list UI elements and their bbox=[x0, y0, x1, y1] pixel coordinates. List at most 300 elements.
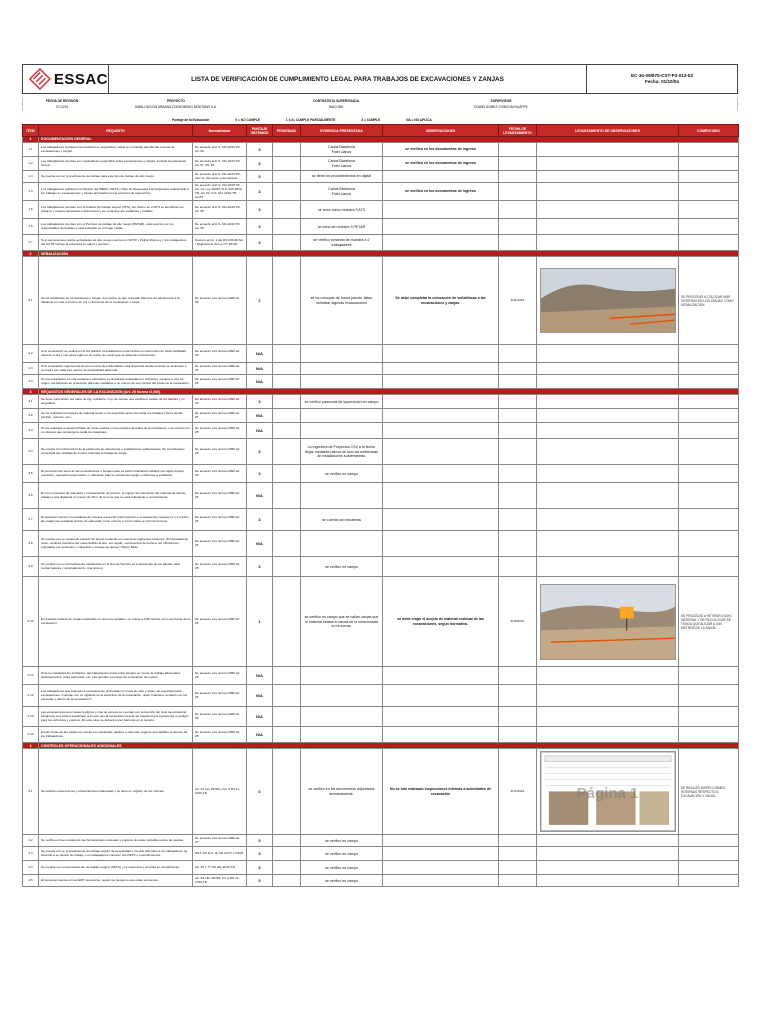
row-score: N/A bbox=[247, 667, 273, 685]
col-requisito: REQUISITO bbox=[39, 125, 193, 137]
row-evidencia bbox=[301, 375, 383, 389]
table-row bbox=[23, 875, 739, 887]
row-comentario bbox=[679, 423, 739, 439]
row-item: 4.1 bbox=[23, 749, 39, 835]
proyecto-label: PROYECTO bbox=[167, 99, 185, 103]
row-fecha-levantamiento bbox=[499, 727, 537, 743]
row-evidencia bbox=[301, 409, 383, 423]
contratista-label: CONTRATISTA SUPERVISADA bbox=[312, 99, 360, 103]
table-row bbox=[23, 235, 739, 251]
row-requisito: Si tiene instalados los entibados, apuntalamientos para evitar riesgos en zonas de trabajo adicionales deslizamientos, otras partículas, etc. Las paredes a lo largo de excavación de suelos. bbox=[39, 667, 193, 685]
row-prioridad bbox=[273, 465, 301, 483]
row-score: 3 bbox=[247, 171, 273, 183]
row-item: 1.6 bbox=[23, 219, 39, 235]
row-levantamiento bbox=[537, 201, 679, 219]
row-fecha-levantamiento: 6/21/2024 bbox=[499, 257, 537, 345]
row-item: 3.5 bbox=[23, 465, 39, 483]
row-score: N/A bbox=[247, 345, 273, 363]
row-score: 3 bbox=[247, 201, 273, 219]
table-row bbox=[23, 183, 739, 201]
table-row bbox=[23, 685, 739, 707]
row-comentario bbox=[679, 409, 739, 423]
row-observaciones bbox=[383, 557, 499, 577]
row-prioridad bbox=[273, 861, 301, 875]
row-prioridad bbox=[273, 345, 301, 363]
row-comentario bbox=[679, 509, 739, 531]
table-row bbox=[23, 409, 739, 423]
col-puntaje: PUNTAJE OBTENIDO bbox=[247, 125, 273, 137]
row-item: 3.11 bbox=[23, 667, 39, 685]
meta-info bbox=[22, 98, 738, 110]
supervisor-value: EDWIN GOMEZ CHINCHAYHUAPPE bbox=[474, 105, 528, 109]
row-levantamiento bbox=[537, 835, 679, 847]
row-prioridad bbox=[273, 749, 301, 835]
table-row bbox=[23, 423, 739, 439]
row-item: 4.2 bbox=[23, 835, 39, 847]
row-fecha-levantamiento bbox=[499, 345, 537, 363]
row-item: 1.2 bbox=[23, 157, 39, 171]
row-normatividad: De acuerdo a la norma G050 art. 25 bbox=[193, 557, 247, 577]
row-fecha-levantamiento bbox=[499, 483, 537, 509]
table-row bbox=[23, 345, 739, 363]
evidence-photo-signage bbox=[540, 268, 676, 333]
row-prioridad bbox=[273, 509, 301, 531]
checklist-sheet bbox=[22, 64, 738, 887]
row-comentario bbox=[679, 439, 739, 465]
row-requisito: Las excavaciones que causen peligros y vías de acceso se cuentan con protección del nivel de existencia peligrosos a la misma seguridad, a menos que la excavación sea de tal magnitud que representa un peligro para los vehículos y equipos. En este caso se deberá poner barreras en el camino. bbox=[39, 707, 193, 727]
row-score: 3 bbox=[247, 143, 273, 157]
row-evidencia: se verificó en campo bbox=[301, 465, 383, 483]
row-observaciones bbox=[383, 509, 499, 531]
row-requisito: Si la excavación supera más de tres metros de profundidad, está dispuesta desde el borde se acumulen a un metro por cada tres metros de profundidad adicional. bbox=[39, 363, 193, 375]
row-normatividad: Decreto al Art. 1 del DS 003-98-SA / Reglamento de Ley N° 26790 bbox=[193, 235, 247, 251]
row-fecha-levantamiento bbox=[499, 557, 537, 577]
row-fecha-levantamiento bbox=[499, 409, 537, 423]
table-row bbox=[23, 727, 739, 743]
row-normatividad: De acuerdo al D.S. 011-2019 TR, art. 96 bbox=[193, 219, 247, 235]
proyecto-value: HABILITACIÓN URBANA CONDOMINIO BENITAMO S.A. bbox=[134, 105, 218, 109]
row-item: 3.7 bbox=[23, 509, 39, 531]
row-comentario bbox=[679, 847, 739, 861]
row-normatividad: De acuerdo al D.S. 011-2019 TR, art. 95 bbox=[193, 201, 247, 219]
row-item: 1.3 bbox=[23, 171, 39, 183]
row-comentario bbox=[679, 465, 739, 483]
section-number: 1 bbox=[23, 137, 39, 143]
row-observaciones: se debe erajar el acopio de material residual de las excavaciones, según normativa. bbox=[383, 577, 499, 667]
row-item: 3.10 bbox=[23, 577, 39, 667]
row-item: 2.3 bbox=[23, 363, 39, 375]
row-fecha-levantamiento bbox=[499, 667, 537, 685]
row-levantamiento bbox=[537, 171, 679, 183]
row-requisito: Si el personal que realiza actividades de alto riesgo cuenta con SCTR y Póliza Vida Ley y los trabajadores del SCTR incluye la cobertura en salud y pensión. bbox=[39, 235, 193, 251]
col-comentario: COMENTARIO bbox=[679, 125, 739, 137]
evidence-photo-inspection-form bbox=[540, 751, 676, 832]
row-levantamiento bbox=[537, 183, 679, 201]
supervisor-label: SUPERVISOR bbox=[490, 99, 512, 103]
row-observaciones bbox=[383, 667, 499, 685]
row-evidencia: se tiene los procedimientos en digital bbox=[301, 171, 383, 183]
table-row bbox=[23, 439, 739, 465]
row-requisito: El personal cuenta con escaleras de manera a acceder para ingresar a excavaciones mayores a 1.2 metros, las cuales las escaleras deben de sobresalir como mínimo 1 metro sobre el nivel del terreno. bbox=[39, 509, 193, 531]
row-levantamiento bbox=[537, 439, 679, 465]
row-normatividad: De acuerdo a la norma G050 art. 25 bbox=[193, 409, 247, 423]
row-evidencia bbox=[301, 667, 383, 685]
row-prioridad bbox=[273, 577, 301, 667]
row-score: 3 bbox=[247, 157, 273, 171]
row-prioridad bbox=[273, 171, 301, 183]
row-comentario bbox=[679, 835, 739, 847]
row-item: 3.6 bbox=[23, 483, 39, 509]
row-prioridad bbox=[273, 875, 301, 887]
row-requisito: Se ha señalizado de excavaciones y zanjas. Así mismo se han colocado barreras de advertencia a la distancia no más a mínimo de 1.8 m del borde de la excavación o zanja. bbox=[39, 257, 193, 345]
row-levantamiento bbox=[537, 749, 679, 835]
row-item: 4.4 bbox=[23, 861, 39, 875]
row-fecha-levantamiento bbox=[499, 509, 537, 531]
table-row bbox=[23, 171, 739, 183]
row-evidencia: se verificó en campo bbox=[301, 861, 383, 875]
row-fecha-levantamiento bbox=[499, 201, 537, 219]
row-requisito: Los trabajadores que ingresan a excavaciones profundas con línea de vida y arnés, de seguridad para excavaciones. Cuentan con un vigilante en la superficie de la excavación, quien mantiene contacto con los personas y dentro de la excavación? bbox=[39, 685, 193, 707]
row-observaciones: No se han realizado inspecciones internas a actividades de excavación bbox=[383, 749, 499, 835]
row-observaciones bbox=[383, 835, 499, 847]
row-evidencia: se verificó en los documentos adjuntados semanalmente. bbox=[301, 749, 383, 835]
row-normatividad: De acuerdo a la norma G050 art. 25 bbox=[193, 577, 247, 667]
row-evidencia: Carlos Barahona Fidel Llanos bbox=[301, 183, 383, 201]
row-prioridad bbox=[273, 667, 301, 685]
document-code: EC-34-09/870-CST-P3-013-02 bbox=[630, 72, 694, 78]
row-observaciones bbox=[383, 219, 499, 235]
row-evidencia bbox=[301, 345, 383, 363]
row-prioridad bbox=[273, 835, 301, 847]
row-fecha-levantamiento bbox=[499, 685, 537, 707]
row-score: 3 bbox=[247, 439, 273, 465]
section-number: 3 bbox=[23, 389, 39, 395]
row-fecha-levantamiento bbox=[499, 835, 537, 847]
fecha-value: 07/12/24 bbox=[55, 105, 69, 109]
document-date: Fecha: 01/10/04 bbox=[645, 79, 679, 84]
row-levantamiento bbox=[537, 375, 679, 389]
row-fecha-levantamiento: 6/15/2024 bbox=[499, 577, 537, 667]
row-requisito: En los momentos de rellenado y compactación de terreno, el equipo de colocación del material de diseño, trabajo a una distancia no menor de 20 m de la zona que se está rellenando o compactando. bbox=[39, 483, 193, 509]
col-evidencia: EVIDENCIA PRESENTADA bbox=[301, 125, 383, 137]
row-normatividad: De acuerdo a la norma G050 art. 25 bbox=[193, 257, 247, 345]
row-normatividad: De acuerdo a la norma G050 art. 25 bbox=[193, 439, 247, 465]
table-row bbox=[23, 395, 739, 409]
row-prioridad bbox=[273, 183, 301, 201]
logo-text: ESSAC bbox=[53, 70, 108, 88]
table-row bbox=[23, 861, 739, 875]
col-item: ÍTEM bbox=[23, 125, 39, 137]
row-fecha-levantamiento bbox=[499, 375, 537, 389]
row-observaciones: se verificó en los documentos de ingreso bbox=[383, 143, 499, 157]
row-levantamiento bbox=[537, 509, 679, 531]
row-item: 3.3 bbox=[23, 423, 39, 439]
row-evidencia: se verificó tomando de muestra a 2 trabajadores bbox=[301, 235, 383, 251]
row-normatividad: De acuerdo al D.S. 011-2019 TR, art. 69 bbox=[193, 143, 247, 157]
row-observaciones bbox=[383, 685, 499, 707]
row-prioridad bbox=[273, 483, 301, 509]
table-header-row bbox=[23, 125, 739, 137]
row-normatividad: De acuerdo a la norma G050 art. 25 bbox=[193, 363, 247, 375]
row-observaciones bbox=[383, 395, 499, 409]
row-comentario bbox=[679, 171, 739, 183]
row-comentario bbox=[679, 531, 739, 557]
row-normatividad: De acuerdo a la norma G050 art. 25 bbox=[193, 483, 247, 509]
row-levantamiento bbox=[537, 577, 679, 667]
row-levantamiento bbox=[537, 667, 679, 685]
row-requisito: Se tiene supervisión por parte de ing. residente / Ing. de campo que verifica el estado de los taludes y su seguridad. bbox=[39, 395, 193, 409]
photo-watermark: Página 1 bbox=[576, 785, 639, 803]
row-prioridad bbox=[273, 257, 301, 345]
table-row bbox=[23, 847, 739, 861]
col-prioridad: PRIORIDAD bbox=[273, 125, 301, 137]
document-header bbox=[22, 64, 738, 94]
checklist-table bbox=[22, 124, 739, 887]
row-evidencia: La Ingeniera de Proyectos CSV a la fecha, llegar mediante planos se tuvo las existencias de instalaciones subterráneas. bbox=[301, 439, 383, 465]
row-requisito: Los trabajadores recibieron la inducción en seguridad y salud en el trabajo atendiendo el tema de excavaciones y zanjas. bbox=[39, 143, 193, 157]
row-levantamiento bbox=[537, 465, 679, 483]
row-evidencia bbox=[301, 531, 383, 557]
row-levantamiento bbox=[537, 363, 679, 375]
row-fecha-levantamiento bbox=[499, 235, 537, 251]
row-observaciones bbox=[383, 171, 499, 183]
row-score: N/A bbox=[247, 707, 273, 727]
row-requisito: Se verifica el buen estado de las herramientas manuales y equipos de poder portátiles antes de usarlas. bbox=[39, 835, 193, 847]
row-requisito: Se ha realizado la limpieza de material suelto en la superficie antes de iniciar los trabajos (Tierra suelta, piedras, rellenos, etc.) bbox=[39, 409, 193, 423]
row-score: N/A bbox=[247, 423, 273, 439]
row-fecha-levantamiento bbox=[499, 875, 537, 887]
row-score: 3 bbox=[247, 835, 273, 847]
row-fecha-levantamiento bbox=[499, 157, 537, 171]
row-prioridad bbox=[273, 531, 301, 557]
row-item: 1.4 bbox=[23, 183, 39, 201]
row-evidencia: Carlos Barahona Fidel Llanos bbox=[301, 143, 383, 157]
row-score: N/A bbox=[247, 375, 273, 389]
fecha-label: FECHA DE REVISIÓN bbox=[45, 99, 79, 103]
row-requisito: Se cuenta con un procedimiento de trabajo seguro de la actividad y ha sido difundido a los trabajadores de acuerdo a su puesto de trabajo. Los trabajadores conocen sus PETS o procedimientos. bbox=[39, 847, 193, 861]
row-normatividad: De acuerdo a la norma G050 art. 25 bbox=[193, 423, 247, 439]
row-observaciones bbox=[383, 201, 499, 219]
row-evidencia: se tomó como muestra 3 ATS bbox=[301, 201, 383, 219]
row-evidencia: se tomó de muestra 3 PETAR bbox=[301, 219, 383, 235]
row-evidencia: se verificó presencia de supervisión en campo bbox=[301, 395, 383, 409]
row-fecha-levantamiento bbox=[499, 171, 537, 183]
row-observaciones bbox=[383, 465, 499, 483]
table-row bbox=[23, 667, 739, 685]
row-prioridad bbox=[273, 439, 301, 465]
row-item: 1.5 bbox=[23, 201, 39, 219]
row-comentario bbox=[679, 143, 739, 157]
row-prioridad bbox=[273, 409, 301, 423]
row-observaciones: se verificó en los documentos de ingreso bbox=[383, 157, 499, 171]
row-prioridad bbox=[273, 727, 301, 743]
row-normatividad: De acuerdo al D.S. 011-2019 TR, Item c), del punto g del artículo bbox=[193, 171, 247, 183]
table-row bbox=[23, 835, 739, 847]
row-normatividad: De acuerdo al D.S. 011-2019 TR, art. 13, Ley 29783, D.S. 005-2012-TR, art. 32, D.S. 011-2019-TR art.83 bbox=[193, 183, 247, 201]
row-item: 3.9 bbox=[23, 557, 39, 577]
col-observaciones: OBSERVACIONES bbox=[383, 125, 499, 137]
row-comentario bbox=[679, 727, 739, 743]
row-levantamiento bbox=[537, 707, 679, 727]
legend-0: 0 = NO CUMPLE bbox=[235, 118, 260, 122]
section-title: CONTROLES OPERACIONALES ADICIONALES bbox=[39, 743, 739, 749]
row-levantamiento bbox=[537, 143, 679, 157]
row-item: 3.13 bbox=[23, 707, 39, 727]
row-levantamiento bbox=[537, 727, 679, 743]
row-score: N/A bbox=[247, 727, 273, 743]
row-requisito: Los trabajadores cuentan con capacitación específica sobre excavaciones y zanjas, incluido la evaluación formal. bbox=[39, 157, 193, 171]
row-requisito: Los trabajadores cuentan con el Permiso de trabajo de alto riesgo (PETAR), está suscrito por los responsables del trabajo y está colocado en un lugar visible. bbox=[39, 219, 193, 235]
row-evidencia: se verificó en campo que se hallan zanjas que el material estaba a menos de la mencionada en la norma. bbox=[301, 577, 383, 667]
row-observaciones bbox=[383, 235, 499, 251]
score-legend bbox=[22, 118, 738, 122]
row-score: N/A bbox=[247, 531, 273, 557]
row-item: 2.4 bbox=[23, 375, 39, 389]
essac-logo-icon bbox=[29, 68, 51, 90]
document-code-block bbox=[587, 65, 737, 93]
table-row bbox=[23, 375, 739, 389]
row-comentario bbox=[679, 707, 739, 727]
row-levantamiento bbox=[537, 875, 679, 887]
row-requisito: Se cuenta con un sostenido espacio de tierras tomando en cuenta las siguientes Factores: (Profundidad de corte, cambios previstos del suelo debido al aire, sol, agua), movimientos del terreno por vibraciones originadas por vehículos o máquinas y empuje de tierras * Mayor Base bbox=[39, 531, 193, 557]
row-levantamiento bbox=[537, 847, 679, 861]
row-levantamiento bbox=[537, 483, 679, 509]
col-fecha-levantamiento: FECHA DE LEVANTAMIENTO bbox=[499, 125, 537, 137]
row-item: 2.1 bbox=[23, 257, 39, 345]
row-item: 1.7 bbox=[23, 235, 39, 251]
row-score: 1 bbox=[247, 577, 273, 667]
row-observaciones bbox=[383, 707, 499, 727]
row-item: 1.1 bbox=[23, 143, 39, 157]
row-requisito: Si la excavación se realiza en la vía pública, la señalización esta hecha con elementos de clara visibilidad durante el día y con luces rojas en la noche, de modo que se advierta su presencia. bbox=[39, 345, 193, 363]
row-comentario bbox=[679, 667, 739, 685]
table-row bbox=[23, 143, 739, 157]
row-comentario: SE PROCEDIÓ A COLOCAR MÁS CINTERAS EN LOS ZANJAS COMO SEÑALIZACIÓN bbox=[679, 257, 739, 345]
row-comentario bbox=[679, 345, 739, 363]
row-score: N/A bbox=[247, 483, 273, 509]
row-prioridad bbox=[273, 219, 301, 235]
evidence-photo-excavation bbox=[540, 584, 676, 661]
row-levantamiento bbox=[537, 345, 679, 363]
row-prioridad bbox=[273, 707, 301, 727]
row-comentario: SE PROCEDIÓ A RETIRAR DICHO MATERIAL Y SE RECOLOCAR SE TENGA QUE ALEJAR A 0.60 METROS DE LA ZANJA bbox=[679, 577, 739, 667]
legend-na: NA = NO APLICA bbox=[406, 118, 432, 122]
row-normatividad: De acuerdo a la norma G050 art. 25 bbox=[193, 345, 247, 363]
table-row bbox=[23, 157, 739, 171]
row-prioridad bbox=[273, 375, 301, 389]
row-requisito: Se cumple con el procedimiento establecido en la Norma Técnica en el desarrollo de los taludes para revisar taludes y apuntalamiento. (ver anexo) bbox=[39, 557, 193, 577]
row-score: 3 bbox=[247, 465, 273, 483]
row-prioridad bbox=[273, 423, 301, 439]
row-item: 2.2 bbox=[23, 345, 39, 363]
table-row bbox=[23, 219, 739, 235]
row-score: 3 bbox=[247, 183, 273, 201]
row-score: 0 bbox=[247, 749, 273, 835]
row-observaciones: Se debe completar la colocación de señaléticas a las excavaciones y zanjas. bbox=[383, 257, 499, 345]
row-normatividad: De acuerdo a la norma G050 art. 25 bbox=[193, 707, 247, 727]
section-number: 2 bbox=[23, 251, 39, 257]
table-row bbox=[23, 531, 739, 557]
row-comentario bbox=[679, 875, 739, 887]
row-score: 3 bbox=[247, 557, 273, 577]
section-number: 4 bbox=[23, 743, 39, 749]
row-requisito: Se cumple con el procedimiento de trabajo seguro (PETS) y se supervisa y controla su cumplimiento. bbox=[39, 861, 193, 875]
row-requisito: Los trabajadores realizaron la difusión del IPERC, PETS y Plan de Respuesta a Emergencias relacionado a los trabajos en excavaciones y zanjas aprobados por la empresa de supervisión. bbox=[39, 183, 193, 201]
row-observaciones bbox=[383, 875, 499, 887]
row-normatividad: De acuerdo a la norma G050 art. 25 bbox=[193, 531, 247, 557]
row-levantamiento bbox=[537, 235, 679, 251]
row-evidencia: se ha colocado de forma parcial, faltan señalizar algunas excavaciones bbox=[301, 257, 383, 345]
row-score: 3 bbox=[247, 875, 273, 887]
row-evidencia: Carlos Barahona Fidel Llanos bbox=[301, 157, 383, 171]
row-score: 2 bbox=[247, 257, 273, 345]
row-prioridad bbox=[273, 685, 301, 707]
row-requisito: Se ha realizado el desquinchado de rocas sueltas en las paredes del talud de la excavación o se cuenta con un sistema que contenga la caída de materiales. bbox=[39, 423, 193, 439]
row-item: 3.2 bbox=[23, 409, 39, 423]
row-normatividad: De acuerdo a la norma G050 art. 25 bbox=[193, 667, 247, 685]
row-item: 3.12 bbox=[23, 685, 39, 707]
row-item: 3.1 bbox=[23, 395, 39, 409]
row-fecha-levantamiento bbox=[499, 465, 537, 483]
row-fecha-levantamiento: 6/17/2024 bbox=[499, 749, 537, 835]
row-observaciones bbox=[383, 861, 499, 875]
row-observaciones bbox=[383, 531, 499, 557]
row-observaciones bbox=[383, 483, 499, 509]
contratista-value: INACONS bbox=[328, 105, 344, 109]
row-item: 3.14 bbox=[23, 727, 39, 743]
col-normatividad: Normatividad bbox=[193, 125, 247, 137]
row-fecha-levantamiento bbox=[499, 439, 537, 465]
row-fecha-levantamiento bbox=[499, 707, 537, 727]
row-fecha-levantamiento bbox=[499, 219, 537, 235]
row-levantamiento bbox=[537, 423, 679, 439]
row-score: 3 bbox=[247, 847, 273, 861]
row-requisito: El personal cuenta con los EPP necesarios, según los riesgos a que están expuestos. bbox=[39, 875, 193, 887]
row-levantamiento bbox=[537, 861, 679, 875]
section-title: SEÑALIZACIÓN bbox=[39, 251, 739, 257]
row-requisito: Se realizan inspecciones y observaciones planeadas y se tiene un registro de las mismas. bbox=[39, 749, 193, 835]
row-normatividad: Art. 67 Ley 29783 y Art. 8 DS 11-2019-TR bbox=[193, 749, 247, 835]
row-evidencia: se verificó en campo bbox=[301, 835, 383, 847]
row-score: 3 bbox=[247, 235, 273, 251]
row-requisito: Si una excavación es una escaleta o estructura a compartido causadas por vehículos, equipos u otro de origen, las barreras de protección deberán instalarse a no menos de tres metros del borde de la excavación. bbox=[39, 375, 193, 389]
table-row bbox=[23, 509, 739, 531]
legend-3: 3 = CUMPLE bbox=[361, 118, 381, 122]
row-evidencia: se verificó en campo bbox=[301, 557, 383, 577]
row-fecha-levantamiento bbox=[499, 861, 537, 875]
row-normatividad: De acuerdo a la norma G050 art. 25 bbox=[193, 395, 247, 409]
row-comentario bbox=[679, 483, 739, 509]
row-evidencia bbox=[301, 727, 383, 743]
row-item: 4.3 bbox=[23, 847, 39, 861]
row-observaciones bbox=[383, 375, 499, 389]
row-levantamiento bbox=[537, 557, 679, 577]
row-score: N/A bbox=[247, 409, 273, 423]
row-observaciones bbox=[383, 439, 499, 465]
row-comentario bbox=[679, 375, 739, 389]
row-observaciones bbox=[383, 409, 499, 423]
row-fecha-levantamiento bbox=[499, 531, 537, 557]
row-prioridad bbox=[273, 201, 301, 219]
row-levantamiento bbox=[537, 531, 679, 557]
row-comentario bbox=[679, 363, 739, 375]
col-levantamiento: LEVANTAMIENTO DE OBSERVACIONES bbox=[537, 125, 679, 137]
row-score: 3 bbox=[247, 395, 273, 409]
row-requisito: El personal sólo tiene de las excavaciones o zanjas estas se están realizando trabajos con algún equipo mecánico, operación para relleno, o ubicación bajo la vertical del equipo o sistemas a instalarse. bbox=[39, 465, 193, 483]
row-comentario bbox=[679, 201, 739, 219]
row-levantamiento bbox=[537, 219, 679, 235]
row-levantamiento bbox=[537, 395, 679, 409]
